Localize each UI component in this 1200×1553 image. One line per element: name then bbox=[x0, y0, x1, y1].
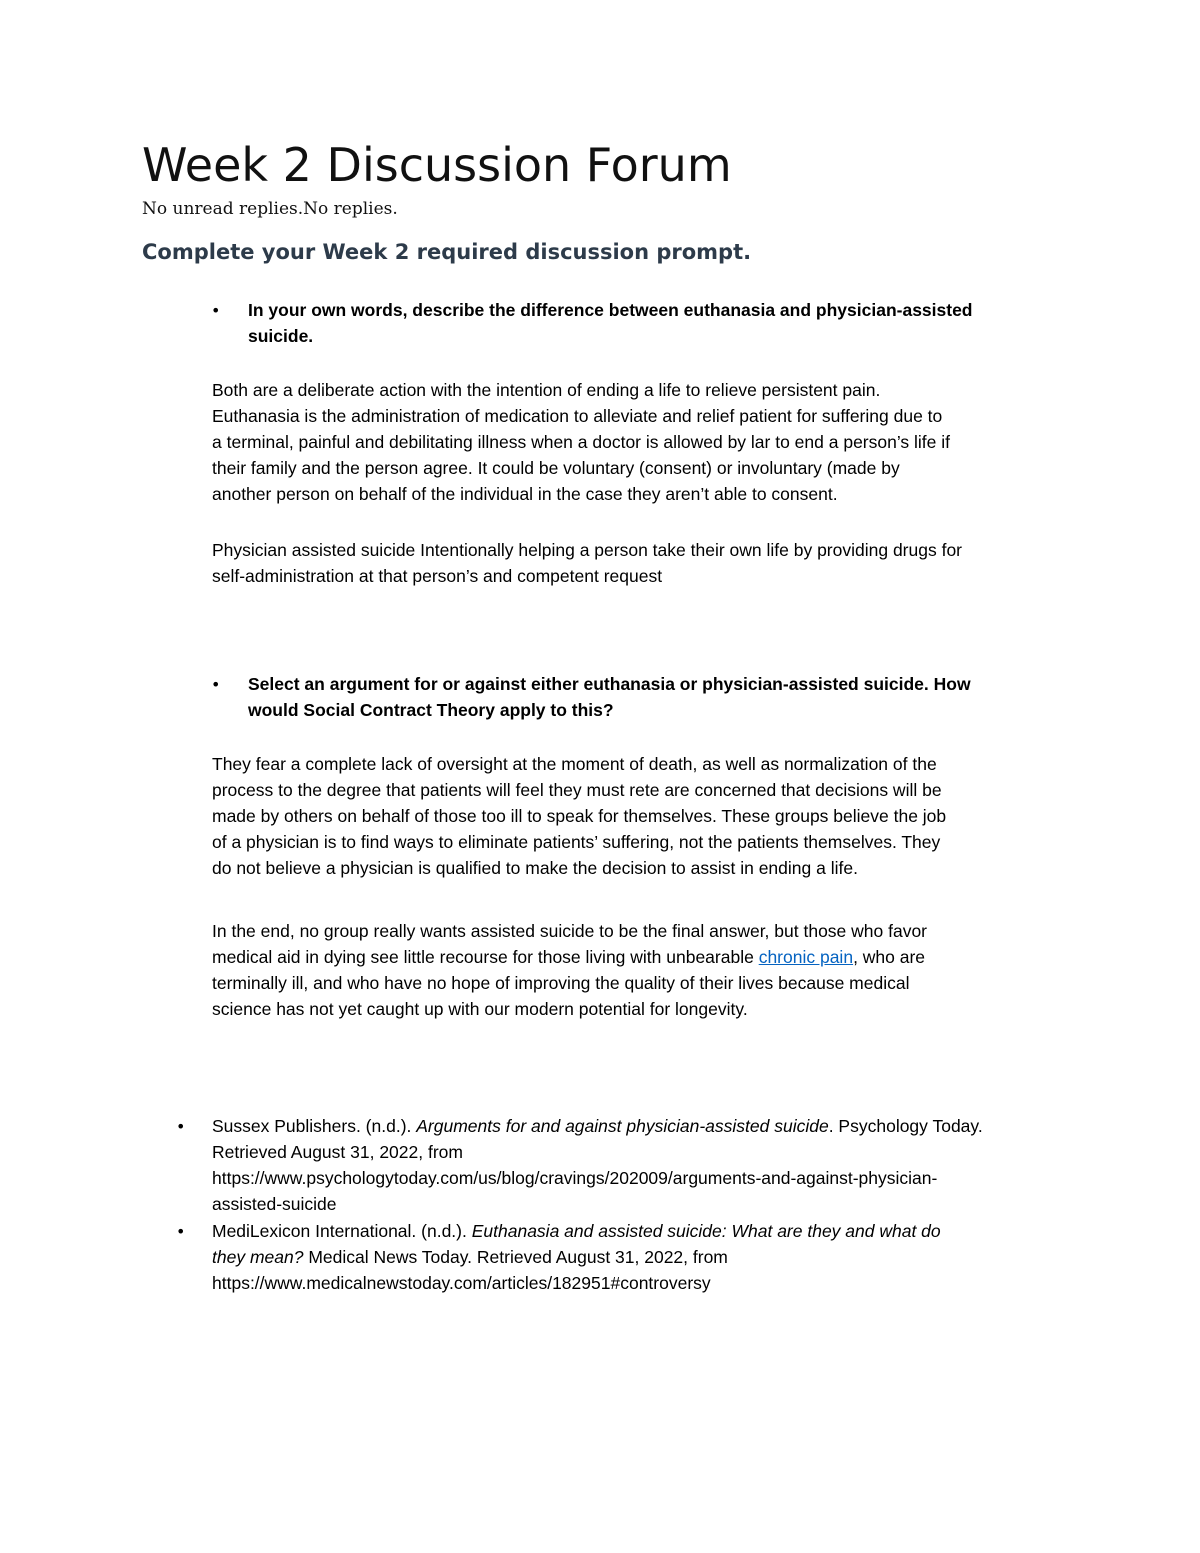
answer-1-paragraph-2 bbox=[212, 537, 1062, 589]
text-line: science has not yet caught up with our modern potential for longevity. bbox=[212, 999, 748, 1019]
bullet-icon: • bbox=[176, 1117, 186, 1136]
reference-2 bbox=[212, 1218, 1072, 1296]
text-line: terminally ill, and who have no hope of improving the quality of their lives because medical bbox=[212, 973, 910, 993]
text-segment: , who are bbox=[853, 947, 926, 967]
question-2 bbox=[248, 671, 1048, 723]
text-line: Both are a deliberate action with the intention of ending a life to relieve persistent pain. bbox=[212, 380, 881, 400]
question-1-line: In your own words, describe the difference between euthanasia and physician-assisted bbox=[248, 300, 973, 320]
text-line bbox=[212, 1244, 1072, 1270]
question-1 bbox=[248, 297, 1048, 349]
reference-url: https://www.medicalnewstoday.com/articles/182951#controversy bbox=[212, 1273, 711, 1293]
text-line bbox=[212, 1218, 1072, 1244]
text-line: self-administration at that person’s and competent request bbox=[212, 566, 663, 586]
reference-url: https://www.psychologytoday.com/us/blog/cravings/202009/arguments-and-against-physician- bbox=[212, 1168, 938, 1188]
prompt-heading: Complete your Week 2 required discussion prompt. bbox=[142, 240, 752, 264]
reference-title: they mean? bbox=[212, 1247, 304, 1267]
reference-author: MediLexicon International. (n.d.). bbox=[212, 1221, 472, 1241]
bullet-icon: • bbox=[211, 675, 221, 694]
text-line: Euthanasia is the administration of medication to alleviate and relief patient for suffering due to bbox=[212, 406, 943, 426]
text-line: a terminal, painful and debilitating illness when a doctor is allowed by lar to end a person’s life if bbox=[212, 432, 951, 452]
answer-2-paragraph-1 bbox=[212, 751, 1062, 881]
reply-status: No unread replies.No replies. bbox=[142, 199, 398, 219]
text-segment: medical aid in dying see little recourse for those living with unbearable bbox=[212, 947, 759, 967]
text-line: made by others on behalf of those too ill to speak for themselves. These groups believe the job bbox=[212, 806, 947, 826]
text-line: They fear a complete lack of oversight at the moment of death, as well as normalization of the bbox=[212, 754, 937, 774]
bullet-icon: • bbox=[211, 301, 221, 320]
question-2-line: would Social Contract Theory apply to this? bbox=[248, 700, 614, 720]
text-line: of a physician is to find ways to eliminate patients’ suffering, not the patients themselves. They bbox=[212, 832, 941, 852]
chronic-pain-link[interactable]: chronic pain bbox=[758, 947, 854, 967]
question-1-line: suicide. bbox=[248, 326, 314, 346]
text-line: another person on behalf of the individual in the case they aren’t able to consent. bbox=[212, 484, 838, 504]
answer-1-paragraph-1 bbox=[212, 377, 1062, 507]
text-line: their family and the person agree. It could be voluntary (consent) or involuntary (made by bbox=[212, 458, 900, 478]
reference-title: Arguments for and against physician-assisted suicide bbox=[416, 1116, 829, 1136]
page-title: Week 2 Discussion Forum bbox=[142, 138, 732, 192]
text-line: In the end, no group really wants assisted suicide to be the final answer, but those who favor bbox=[212, 921, 928, 941]
reference-title: Euthanasia and assisted suicide: What are they and what do bbox=[471, 1221, 941, 1241]
text-line: process to the degree that patients will feel they must rete are concerned that decisions will be bbox=[212, 780, 942, 800]
text-segment: Medical News Today. Retrieved August 31, 2022, from bbox=[303, 1247, 728, 1267]
reference-1 bbox=[212, 1113, 1072, 1217]
text-line bbox=[212, 944, 1062, 970]
text-line bbox=[212, 1113, 1072, 1139]
text-line: Physician assisted suicide Intentionally helping a person take their own life by providing drugs for bbox=[212, 540, 963, 560]
reference-url: assisted-suicide bbox=[212, 1194, 337, 1214]
bullet-icon: • bbox=[176, 1222, 186, 1241]
reference-author: Sussex Publishers. (n.d.). bbox=[212, 1116, 417, 1136]
text-segment: . Psychology Today. bbox=[828, 1116, 983, 1136]
text-line: Retrieved August 31, 2022, from bbox=[212, 1142, 463, 1162]
text-line: do not believe a physician is qualified to make the decision to assist in ending a life. bbox=[212, 858, 858, 878]
answer-2-paragraph-2 bbox=[212, 918, 1062, 1022]
question-2-line: Select an argument for or against either euthanasia or physician-assisted suicide. How bbox=[248, 674, 971, 694]
